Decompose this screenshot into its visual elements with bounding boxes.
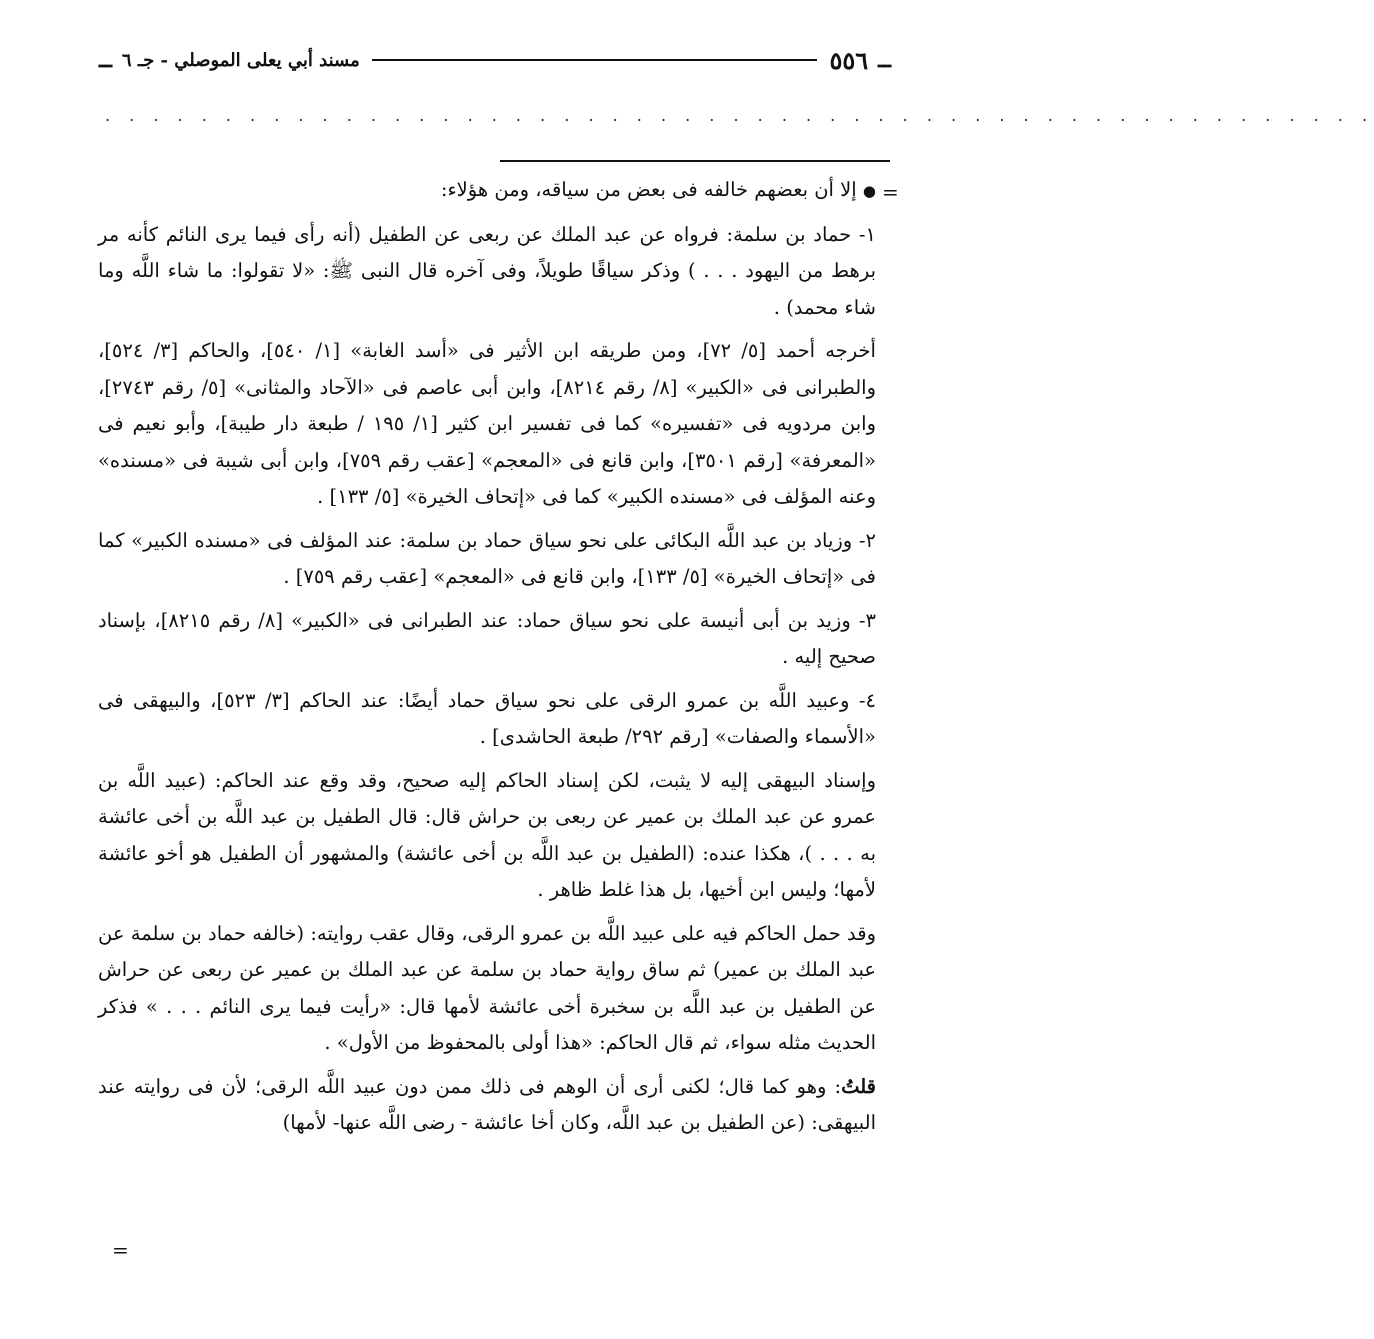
footnote-paragraph: ١- حماد بن سلمة: فرواه عن عبد الملك عن ربعى عن الطفيل (أنه رأى فيما يرى النائم كأنه مر برهط من اليهود . . . ) وذكر سياقًا طويلاً، وفى آخره قال النبى ﷺ: «لا تقولوا: ما شاء اللَّه وما شاء محمد) . bbox=[98, 222, 876, 319]
separator-dots: . . . . . . . . . . . . . . . . . . . . . . . . . . . . . . . . . . . . . . . . . . . . . . . . . . . . . bbox=[105, 106, 1374, 125]
footnote-paragraph: ٢- وزياد بن عبد اللَّه البكائى على نحو سياق حماد بن سلمة: عند المؤلف فى «مسنده الكبير» كما فى «إتحاف الخيرة» [٥/ ١٣٣]، وابن قانع فى «المعجم» [عقب رقم ٧٥٩] . bbox=[98, 528, 876, 588]
continuation-mark-end: = bbox=[112, 1238, 129, 1262]
footnote-paragraph: ٣- وزيد بن أبى أنيسة على نحو سياق حماد: عند الطبرانى فى «الكبير» [٨/ رقم ٨٢١٥]، بإسناد صحيح إليه . bbox=[98, 608, 877, 668]
header-dash-left: ــ bbox=[99, 47, 112, 73]
footnote-paragraph-last: قلتُ: وهو كما قال؛ لكنى أرى أن الوهم فى ذلك ممن دون عبيد اللَّه الرقى؛ لأن فى روايته عند البيهقى: (عن الطفيل بن عبد اللَّه، وكان أخا عائشة - رضى اللَّه عنها- لأمها) bbox=[98, 1074, 876, 1134]
footnote-paragraph: ● إلا أن بعضهم خالفه فى بعض من سياقه، ومن هؤلاء: bbox=[440, 178, 876, 201]
qultu-label: قلتُ bbox=[841, 1074, 876, 1098]
footnote-paragraph: وإسناد البيهقى إليه لا يثبت، لكن إسناد الحاكم إليه صحيح، وقد وقع عند الحاكم: (عبيد اللَّه بن عمرو عن عبد الملك بن عمير عن ربعى بن حراش قال: قال الطفيل بن عبد اللَّه بن أخى عائشة به . . . )، هكذا عنده: (الطفيل بن عبد اللَّه بن أخى عائشة) والمشهور أن الطفيل هو أخو عائشة لأمها؛ وليس ابن أخيها، بل هذا غلط ظاهر . bbox=[98, 768, 876, 901]
footnote-paragraph: ٤- وعبيد اللَّه بن عمرو الرقى على نحو سياق حماد أيضًا: عند الحاكم [٣/ ٥٢٣]، والبيهقى فى «الأسماء والصفات» [رقم ٢٩٢/ طبعة الحاشدى] . bbox=[98, 688, 876, 748]
footnote-paragraph: وقد حمل الحاكم فيه على عبيد اللَّه بن عمرو الرقى، وقال عقب روايته: (خالفه حماد بن سلمة عن عبد الملك بن عمير) ثم ساق رواية حماد بن سلمة عن عبد الملك بن عمير عن ربعى عن حراش عن الطفيل بن عبد اللَّه بن سخبرة أخى عائشة لأمها قال: «رأيت فيما يرى النائم . . . » فذكر الحديث مثله سواء، ثم قال الحاكم: «هذا أولى بالمحفوظ من الأول» . bbox=[98, 921, 876, 1054]
header-dash-right: ــ bbox=[878, 47, 891, 73]
header-rule bbox=[372, 59, 818, 61]
page-number: ٥٥٦ bbox=[829, 45, 869, 75]
running-header bbox=[95, 40, 895, 80]
footnote-paragraph: أخرجه أحمد [٥/ ٧٢]، ومن طريقه ابن الأثير فى «أسد الغابة» [١/ ٥٤٠]، والحاكم [٣/ ٥٢٤]، والطبرانى فى «الكبير» [٨/ رقم ٨٢١٤]، وابن أبى عاصم فى «الآحاد والمثانى» [٥/ رقم ٢٧٤٣]، وابن مردويه فى «تفسيره» كما فى تفسير ابن كثير [١/ ١٩٥ / طبعة دار طيبة]، وأبو نعيم فى «المعرفة» [رقم ٣٥٠١]، وابن قانع فى «المعجم» [عقب رقم ٧٥٩]، وابن أبى شيبة فى «مسنده» وعنه المؤلف فى «مسنده الكبير» كما فى «إتحاف الخيرة» [٥/ ١٣٣] . bbox=[98, 339, 877, 508]
header-title: مسند أبي يعلى الموصلي - جـ ٦ bbox=[121, 49, 360, 71]
continuation-mark-start: = bbox=[882, 180, 899, 204]
footnote-rule bbox=[500, 160, 890, 162]
bullet-icon: ● bbox=[862, 182, 876, 200]
footnote-body bbox=[98, 172, 876, 1149]
